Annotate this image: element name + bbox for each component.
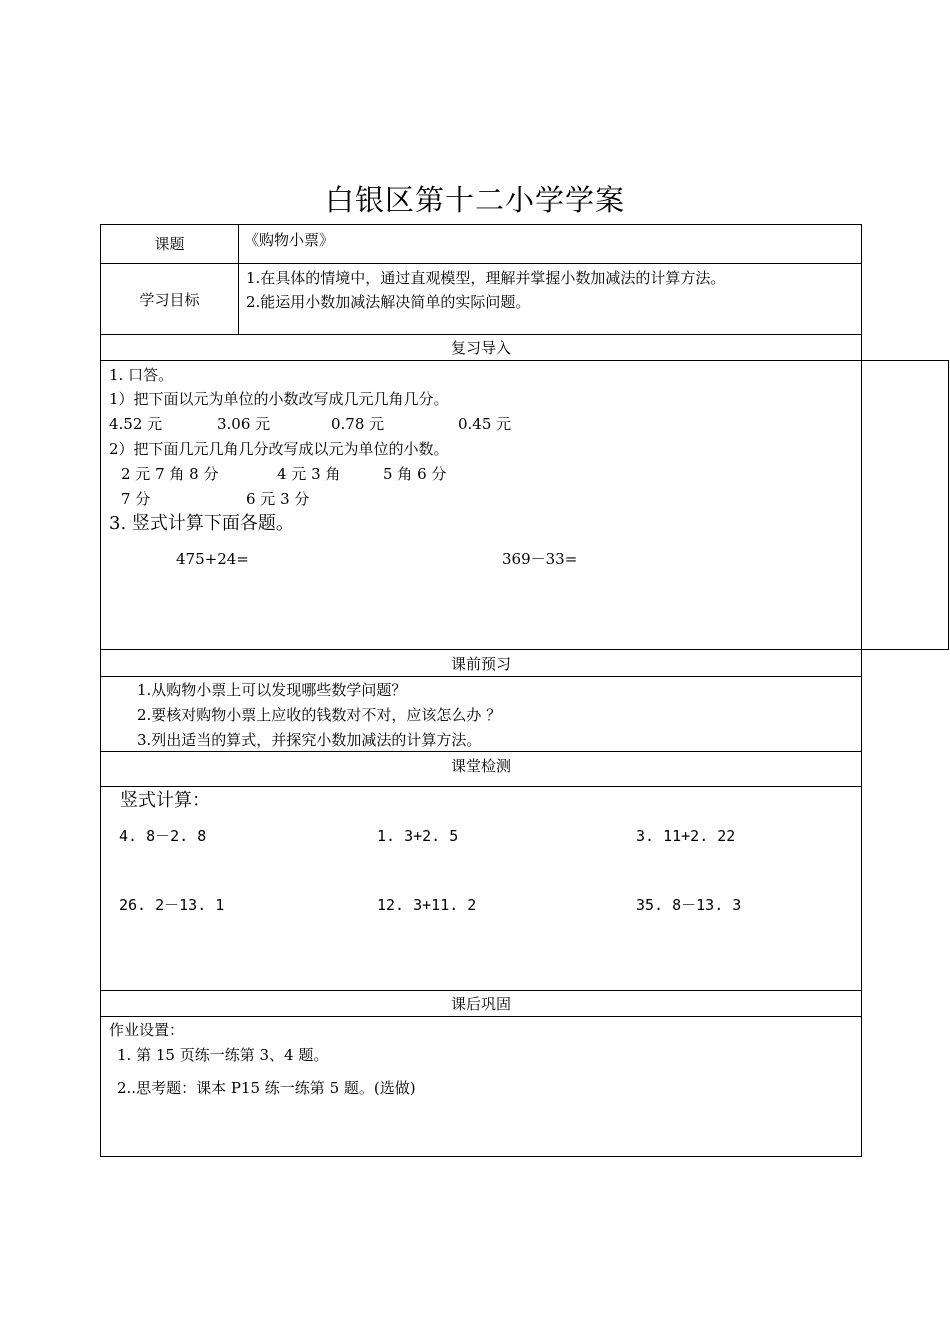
table-border-left	[100, 224, 101, 1157]
table-border-bottom	[100, 1156, 862, 1157]
exercise-item: 35. 8－13. 3	[636, 896, 742, 914]
exercise-item: 3. 11+2. 22	[636, 827, 736, 845]
amount-item: 0.45 元	[458, 415, 512, 433]
preview-item: 1.从购物小票上可以发现哪些数学问题？	[137, 681, 407, 699]
preview-item: 3.列出适当的算式，并探究小数加减法的计算方法。	[137, 731, 482, 749]
row-divider-extended	[100, 360, 949, 361]
topic-value: 《购物小票》	[244, 231, 335, 249]
preview-item: 2.要核对购物小票上应收的钱数对不对，应该怎么办 ？	[137, 706, 502, 724]
check-intro: 竖式计算：	[120, 790, 210, 811]
money-item: 7 分	[121, 490, 151, 508]
table-border-right	[861, 224, 862, 1157]
amount-item: 3.06 元	[217, 415, 271, 433]
row-divider-extended	[100, 649, 949, 650]
page-title: 白银区第十二小学学案	[324, 183, 625, 217]
table-border-top	[100, 224, 862, 225]
money-item: 5 角 6 分	[383, 465, 447, 483]
calc-item: 369－33=	[502, 550, 578, 568]
homework-item: 1. 第 15 页练一练第 3、4 题。	[117, 1046, 329, 1064]
exercise-item: 26. 2－13. 1	[119, 896, 225, 914]
row-divider	[100, 263, 862, 264]
row-divider	[100, 751, 862, 752]
row-divider	[100, 990, 862, 991]
section-heading-check: 课堂检测	[450, 757, 511, 775]
label-column-divider	[238, 224, 239, 335]
money-item: 2 元 7 角 8 分	[121, 465, 219, 483]
row-divider	[100, 1016, 862, 1017]
row-divider	[100, 334, 862, 335]
amount-item: 4.52 元	[109, 415, 163, 433]
amount-item: 0.78 元	[331, 415, 385, 433]
review-q1-part2: 2）把下面几元几角几分改写成以元为单位的小数。	[109, 440, 449, 458]
goal-item: 2.能运用小数加减法解决简单的实际问题。	[246, 293, 531, 311]
section-heading-review: 复习导入	[450, 339, 511, 357]
exercise-item: 12. 3+11. 2	[377, 896, 477, 914]
topic-label: 课题	[154, 235, 185, 253]
money-item: 6 元 3 分	[246, 490, 310, 508]
review-q1-title: 1. 口答。	[109, 366, 174, 384]
overflow-border-right	[948, 360, 949, 650]
homework-item: 2..思考题：课本 P15 练一练第 5 题。(选做)	[117, 1079, 416, 1097]
section-heading-homework: 课后巩固	[450, 995, 511, 1013]
row-divider	[100, 786, 862, 787]
goal-item: 1.在具体的情境中，通过直观模型，理解并掌握小数加减法的计算方法。	[246, 269, 726, 287]
homework-intro: 作业设置：	[109, 1021, 185, 1039]
exercise-item: 4. 8－2. 8	[119, 827, 207, 845]
calc-item: 475+24=	[176, 550, 249, 568]
goals-label: 学习目标	[139, 291, 200, 309]
money-item: 4 元 3 角	[277, 465, 341, 483]
row-divider	[100, 676, 862, 677]
section-heading-preview: 课前预习	[450, 655, 511, 673]
review-q3-title: 3. 竖式计算下面各题。	[109, 513, 294, 534]
review-q1-part1: 1）把下面以元为单位的小数改写成几元几角几分。	[109, 390, 449, 408]
exercise-item: 1. 3+2. 5	[377, 827, 459, 845]
